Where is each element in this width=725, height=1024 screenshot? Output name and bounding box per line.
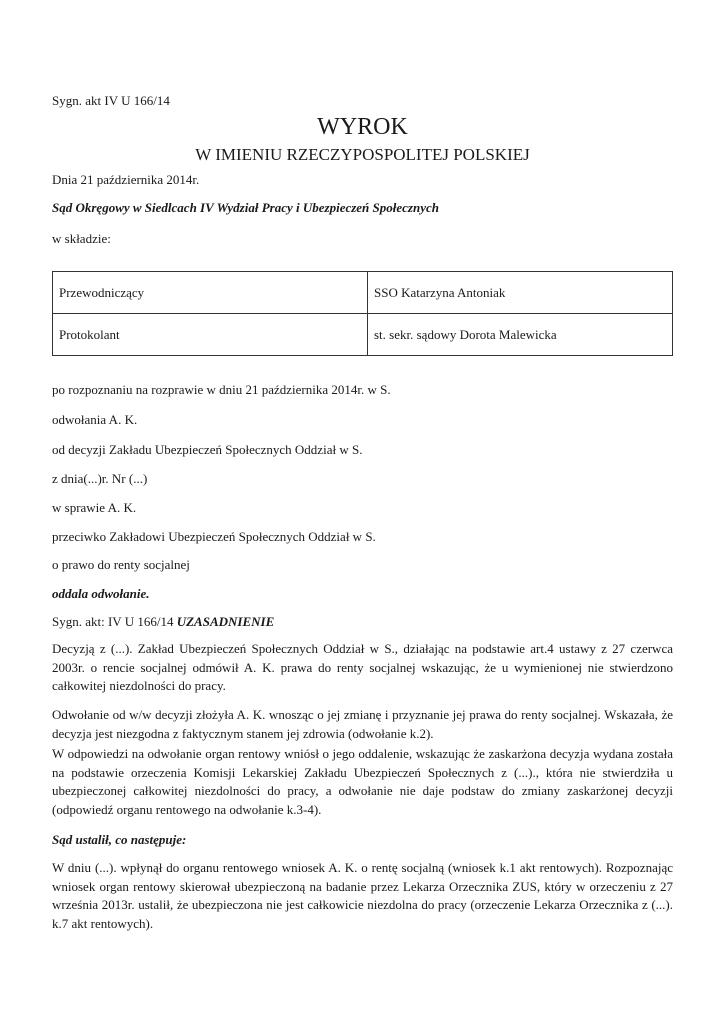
paragraph: Decyzją z (...). Zakład Ubezpieczeń Społecznych Oddział w S., działając na podstawie art.4 ustawy z 27 czerwca 2003r. o rencie socjalnej odmówił A. K. prawa do renty socjalnej wskazując, że u wymienionej nie stwierdzono całkowitej niezdolności do pracy. <box>52 641 673 693</box>
court-name: Sąd Okręgowy w Siedlcach IV Wydział Pracy i Ubezpieczeń Społecznych <box>52 200 439 215</box>
appeal-line: odwołania A. K. <box>52 412 138 427</box>
hearing-line: po rozpoznaniu na rozprawie w dniu 21 października 2014r. w S. <box>52 382 391 397</box>
document-title: WYROK <box>317 114 408 140</box>
panel-role: Przewodniczący <box>53 272 368 314</box>
justification-heading <box>52 614 274 630</box>
justification-signature: Sygn. akt: IV U 166/14 <box>52 614 177 629</box>
panel-person: SSO Katarzyna Antoniak <box>368 272 673 314</box>
decision-date-line: z dnia(...)r. Nr (...) <box>52 471 148 486</box>
paragraph: W dniu (...). wpłynął do organu rentowego wniosek A. K. o rentę socjalną (wniosek k.1 akt rentowych). Rozpoznając wniosek organ rentowy skierował ubezpieczoną na badanie przez Lekarza Orzecznika ZUS, który w orzeczeniu z 27 września 2013r. ustalił, że ubezpieczona nie jest całkowicie niezdolna do pracy (orzeczenie Lekarza Orzecznika z (...). k.7 akt rentowych). <box>52 860 673 931</box>
case-party-line: w sprawie A. K. <box>52 500 137 515</box>
decision-line: od decyzji Zakładu Ubezpieczeń Społecznych Oddział w S. <box>52 442 363 457</box>
findings-heading: Sąd ustalił, co następuje: <box>52 832 187 847</box>
paragraph: W odpowiedzi na odwołanie organ rentowy wniósł o jego oddalenie, wskazując że zaskarżona decyzja wydana została na podstawie orzeczenia Komisji Lekarskiej Zakładu Ubezpieczeń Społecznych z (...)., która nie stwierdziła u ubezpieczonej całkowitej niezdolności do pracy, a odwołanie nie daje podstaw do zmiany zaskarżonej decyzji (odpowiedź organu rentowego na odwołanie k.3-4). <box>52 746 673 817</box>
paragraph: Odwołanie od w/w decyzji złożyła A. K. wnosząc o jej zmianę i przyznanie jej prawa do renty socjalnej. Wskazała, że decyzja jest niezgodna z faktycznym stanem jej zdrowia (odwołanie k.2). <box>52 707 673 741</box>
table-row <box>53 272 673 314</box>
case-signature: Sygn. akt IV U 166/14 <box>52 93 170 108</box>
document-subtitle: W IMIENIU RZECZYPOSPOLITEJ POLSKIEJ <box>195 145 530 164</box>
opponent-line: przeciwko Zakładowi Ubezpieczeń Społecznych Oddział w S. <box>52 529 376 544</box>
judgment-date: Dnia 21 października 2014r. <box>52 172 200 187</box>
table-row <box>53 314 673 356</box>
panel-person: st. sekr. sądowy Dorota Malewicka <box>368 314 673 356</box>
justification-title: UZASADNIENIE <box>176 614 275 629</box>
subject-line: o prawo do renty socjalnej <box>52 557 190 572</box>
panel-role: Protokolant <box>53 314 368 356</box>
panel-table <box>52 271 673 356</box>
verdict: oddala odwołanie. <box>52 586 150 601</box>
composition-label: w składzie: <box>52 231 111 246</box>
